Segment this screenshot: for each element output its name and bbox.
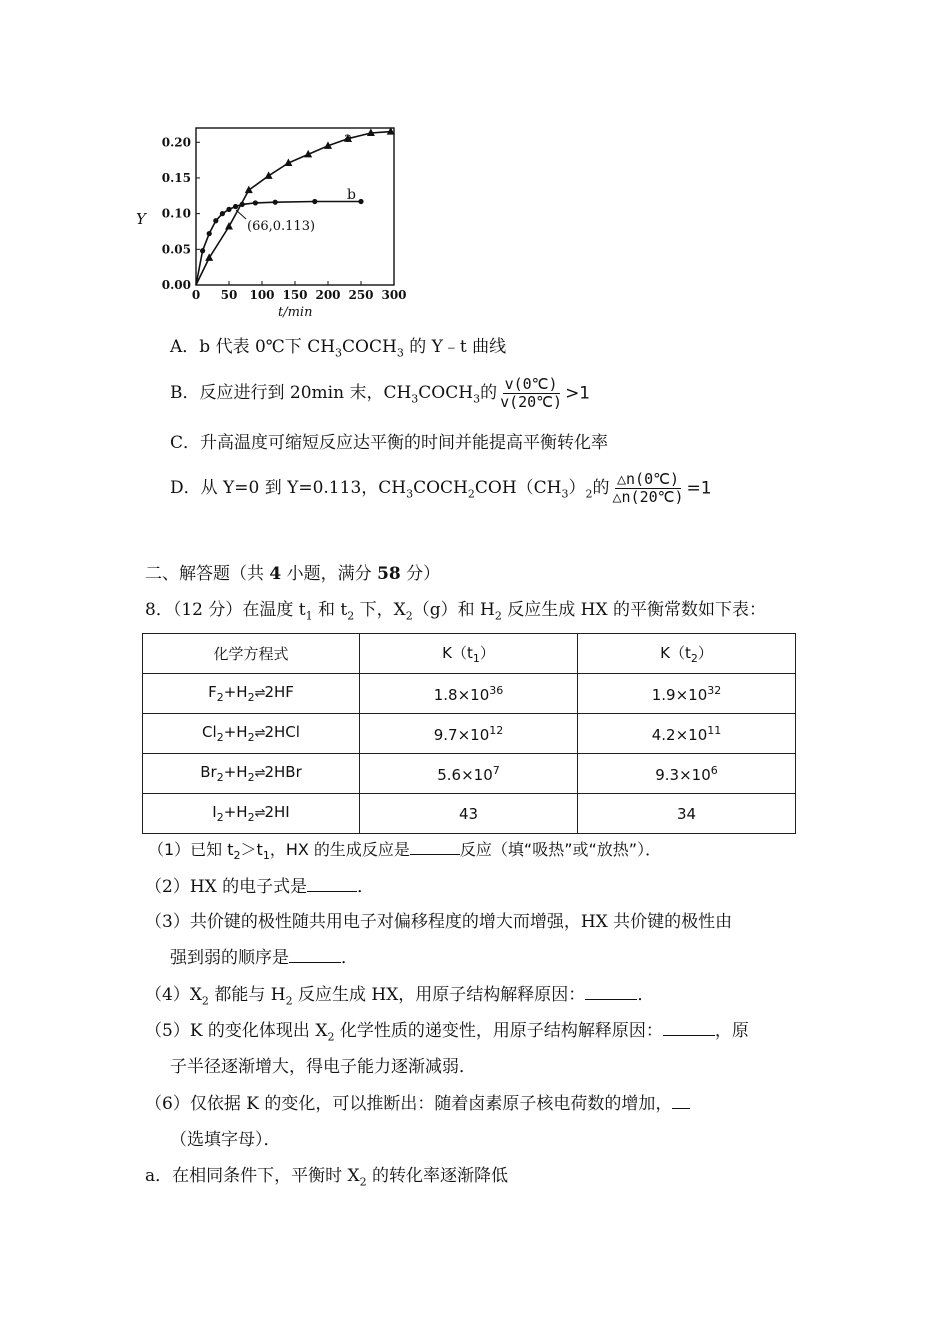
answer-blank[interactable] bbox=[307, 891, 357, 892]
section-header: 二、解答题（共 4 小题，满分 58 分） bbox=[145, 564, 441, 584]
sub-question-5: （5）K 的变化体现出 $X_2$ 化学性质的递变性，用原子结构解释原因： ，原 bbox=[145, 1021, 749, 1044]
amount-ratio-fraction: $\frac{\triangle n(0℃)}{\triangle n(20℃)}$ bbox=[612, 470, 684, 506]
equation-cell: $Br_2+H_2\rightleftharpoons 2HBr$ bbox=[143, 754, 360, 794]
equation-cell: $F_2+H_2\rightleftharpoons 2HF$ bbox=[143, 674, 360, 714]
curve-b-label: b bbox=[347, 187, 356, 203]
table-header-row bbox=[143, 634, 796, 674]
series-b-point bbox=[312, 199, 317, 204]
series-b-point bbox=[233, 204, 238, 209]
k-t1-cell: 43 bbox=[360, 794, 578, 834]
series-b-point bbox=[253, 200, 258, 205]
sub-question-1: （1）已知 $t_2>t_1$，HX 的生成反应是 反应（填“吸热”或“放热”）． bbox=[148, 840, 662, 863]
sub-question-3: （3）共价键的极性随共用电子对偏移程度的增大而增强，HX 共价键的极性由 bbox=[145, 912, 733, 932]
option-a: A．b 代表 0℃下 $CH_3COCH_3$ 的 Y﹣t 曲线 bbox=[170, 337, 507, 360]
k-t1-cell: $1.8\times 10^{36}$ bbox=[360, 674, 578, 714]
sub-question-4: $(4)X_2$ 都能与 $H_2$ 反应生成 HX，用原子结构解释原因： ． bbox=[145, 985, 655, 1008]
series-a-point bbox=[245, 186, 253, 194]
y-tick-label: 0.00 bbox=[161, 278, 191, 292]
choice-a: a．在相同条件下，平衡时 $X_2$ 的转化率逐渐降低 bbox=[145, 1166, 509, 1189]
sub-question-6: （6）仅依据 K 的变化，可以推断出：随着卤素原子核电荷数的增加， bbox=[145, 1093, 690, 1115]
answer-blank[interactable] bbox=[672, 1108, 690, 1109]
sub-question-2: （2）HX 的电子式是 ． bbox=[145, 877, 375, 897]
series-b-point bbox=[200, 248, 205, 253]
k-t2-cell: $1.9\times 10^{32}$ bbox=[578, 674, 796, 714]
series-a-point bbox=[225, 222, 233, 230]
x-tick-label: 250 bbox=[348, 288, 374, 302]
x-axis-label: t/min bbox=[278, 305, 313, 320]
k-t2-cell: $4.2\times 10^{11}$ bbox=[578, 714, 796, 754]
sub-question-3-cont: 强到弱的顺序是 ． bbox=[170, 948, 358, 968]
plot-frame bbox=[196, 128, 394, 285]
series-line-a bbox=[196, 132, 391, 285]
x-tick-label: 200 bbox=[315, 288, 341, 302]
y-tick-label: 0.05 bbox=[161, 242, 191, 257]
series-b-point bbox=[226, 207, 231, 212]
rate-ratio-fraction: $\frac{v(0℃)}{v(20℃)}$ bbox=[500, 375, 563, 411]
table-row bbox=[143, 714, 796, 754]
x-tick-label: 50 bbox=[220, 288, 238, 302]
k-t2-cell: $9.3\times 10^6$ bbox=[578, 754, 796, 794]
k-t2-cell: 34 bbox=[578, 794, 796, 834]
option-b: B．反应进行到 20min 末，$CH_3COCH_3$的 $\frac{v(0℃)}{v(20℃)}$ >1 bbox=[170, 375, 591, 411]
y-tick-label: 0.15 bbox=[161, 170, 191, 185]
point-annotation: (66,0.113) bbox=[247, 219, 316, 234]
y-t-chart bbox=[130, 118, 430, 323]
x-tick-label: 100 bbox=[249, 288, 275, 302]
y-tick-label: 0.20 bbox=[161, 135, 191, 150]
series-b-point bbox=[240, 202, 245, 207]
table-row bbox=[143, 794, 796, 834]
x-tick-label: 0 bbox=[191, 288, 201, 302]
answer-blank[interactable] bbox=[663, 1035, 715, 1036]
header-k-t2: $K(t_2)$ bbox=[578, 634, 796, 674]
equilibrium-constant-table bbox=[142, 633, 796, 834]
curve-a-label: a bbox=[344, 130, 353, 146]
question-8-stem: 8．（12 分）在温度 $t_1$ 和 $t_2$ 下，$X_2(g)$和 $H_2$ 反应生成 HX 的平衡常数如下表： bbox=[145, 600, 767, 623]
option-c: C．升高温度可缩短反应达平衡的时间并能提高平衡转化率 bbox=[170, 433, 609, 453]
y-tick-label: 0.10 bbox=[161, 206, 191, 221]
series-b-point bbox=[207, 231, 212, 236]
series-a-point bbox=[265, 171, 273, 179]
series-b-point bbox=[273, 200, 278, 205]
k-t1-cell: $5.6\times 10^7$ bbox=[360, 754, 578, 794]
k-t1-cell: $9.7\times 10^{12}$ bbox=[360, 714, 578, 754]
table-row bbox=[143, 754, 796, 794]
series-b-point bbox=[213, 218, 218, 223]
equation-cell: $I_2+H_2\rightleftharpoons 2HI$ bbox=[143, 794, 360, 834]
sub-question-5-cont: 子半径逐渐增大，得电子能力逐渐减弱． bbox=[170, 1057, 476, 1077]
answer-blank[interactable] bbox=[585, 999, 637, 1000]
answer-blank[interactable] bbox=[410, 854, 460, 855]
sub-question-6-cont: （选填字母）． bbox=[170, 1130, 281, 1150]
x-tick-label: 150 bbox=[282, 288, 308, 302]
y-axis-label: Y bbox=[136, 210, 146, 228]
annotation-leader bbox=[236, 210, 246, 219]
header-k-t1: $K(t_1)$ bbox=[360, 634, 578, 674]
option-d: D．从 Y=0 到 Y=0.113，$CH_3COCH_2COH(CH_3)_2$的 $\frac{\triangle n(0℃)}{\triangle n(20℃)}$ =1 bbox=[170, 470, 712, 506]
series-b-point bbox=[220, 211, 225, 216]
header-equation: 化学方程式 bbox=[143, 634, 360, 674]
equation-cell: $Cl_2+H_2\rightleftharpoons 2HCl$ bbox=[143, 714, 360, 754]
answer-blank[interactable] bbox=[289, 962, 341, 963]
x-tick-label: 300 bbox=[381, 288, 407, 302]
series-b-point bbox=[358, 199, 363, 204]
table-row bbox=[143, 674, 796, 714]
